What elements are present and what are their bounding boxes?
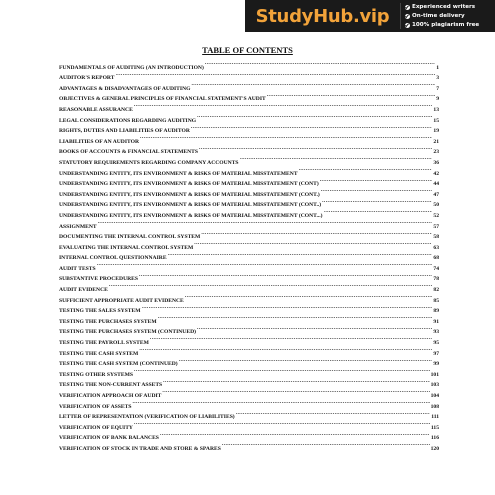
table-of-contents bbox=[59, 58, 439, 450]
feature-item bbox=[405, 12, 495, 20]
dot-leader bbox=[299, 164, 433, 175]
toc-entry-title: OBJECTIVES & GENERAL PRINCIPLES OF FINANCIAL STATEMENT'S AUDIT bbox=[59, 96, 266, 103]
toc-entry-page-number: 120 bbox=[430, 445, 439, 452]
toc-entry-title: DOCUMENTING THE INTERNAL CONTROL SYSTEM bbox=[59, 234, 201, 241]
toc-entry-page-number: 52 bbox=[433, 212, 439, 219]
toc-entry-title: LETTER OF REPRESENTATION (VERIFICATION OF LIABILITIES) bbox=[59, 414, 235, 421]
toc-entry-title: AUDIT EVIDENCE bbox=[59, 287, 108, 294]
dot-leader bbox=[185, 291, 433, 302]
toc-entry-page-number: 85 bbox=[433, 297, 439, 304]
toc-entry-page-number: 57 bbox=[433, 223, 439, 230]
toc-entry-title: EVALUATING THE INTERNAL CONTROL SYSTEM bbox=[59, 244, 194, 251]
dot-leader bbox=[236, 408, 431, 419]
toc-entry-page-number: 108 bbox=[430, 403, 439, 410]
toc-entry-title: TESTING OTHER SYSTEMS bbox=[59, 371, 133, 378]
toc-entry-title: VERIFICATION OF ASSETS bbox=[59, 403, 132, 410]
toc-entry-page-number: 7 bbox=[436, 85, 439, 92]
toc-entry-title: UNDERSTANDING ENTITY, ITS ENVIRONMENT & RISKS OF MATERIAL MISSTATEMENT (CONT.) bbox=[59, 191, 320, 198]
toc-entry-title: RIGHTS, DUTIES AND LIABILITIES OF AUDITOR bbox=[59, 128, 190, 135]
dot-leader bbox=[197, 323, 432, 334]
toc-entry-page-number: 21 bbox=[433, 138, 439, 145]
toc-entry-page-number: 78 bbox=[433, 276, 439, 283]
toc-entry-page-number: 111 bbox=[431, 414, 439, 421]
toc-entry-page-number: 36 bbox=[433, 159, 439, 166]
dot-leader bbox=[150, 333, 433, 344]
dot-leader bbox=[163, 376, 429, 387]
dot-leader bbox=[109, 280, 433, 291]
toc-entry-title: UNDERSTANDING ENTITY, ITS ENVIRONMENT & RISKS OF MATERIAL MISSTATEMENT (CONT) bbox=[59, 181, 319, 188]
dot-leader bbox=[179, 355, 433, 366]
toc-heading: TABLE OF CONTENTS bbox=[202, 45, 293, 55]
dot-leader bbox=[116, 69, 436, 80]
dot-leader bbox=[97, 259, 433, 270]
toc-entry-title: ASSIGNMENT bbox=[59, 223, 97, 230]
dot-leader bbox=[140, 132, 432, 143]
toc-entry-page-number: 116 bbox=[430, 435, 439, 442]
toc-entry-title: AUDITOR'S REPORT bbox=[59, 75, 115, 82]
toc-entry-page-number: 9 bbox=[436, 96, 439, 103]
toc-entry-page-number: 89 bbox=[433, 308, 439, 315]
toc-entry-title: TESTING THE PAYROLL SYSTEM bbox=[59, 340, 149, 347]
dot-leader bbox=[194, 238, 432, 249]
toc-entry-page-number: 47 bbox=[433, 191, 439, 198]
toc-entry-title: ADVANTAGES & DISADVANTAGES OF AUDITING bbox=[59, 85, 191, 92]
toc-entry-page-number: 63 bbox=[433, 244, 439, 251]
toc-entry-title: INTERNAL CONTROL QUESTIONNAIRE bbox=[59, 255, 167, 262]
toc-entry-page-number: 1 bbox=[436, 64, 439, 71]
dot-leader bbox=[98, 217, 433, 228]
toc-entry-title: VERIFICATION APPROACH OF AUDIT bbox=[59, 393, 162, 399]
dot-leader bbox=[201, 228, 432, 239]
toc-entry-title: VERIFICATION OF EQUITY bbox=[59, 424, 133, 431]
feature-item bbox=[405, 21, 495, 29]
toc-entry-title: VERIFICATION OF STOCK IN TRADE AND STORE & SPARES bbox=[59, 445, 221, 452]
toc-entry-title: AUDIT TESTS bbox=[59, 265, 96, 272]
dot-leader bbox=[134, 365, 430, 376]
dot-leader bbox=[321, 185, 433, 196]
dot-leader bbox=[191, 122, 433, 133]
dot-leader bbox=[162, 386, 429, 397]
dot-leader bbox=[134, 418, 430, 429]
toc-entry-page-number: 99 bbox=[433, 361, 439, 368]
dot-leader bbox=[320, 175, 433, 186]
feature-label: On-time delivery bbox=[412, 13, 465, 19]
toc-entry[interactable] bbox=[59, 291, 439, 302]
dot-leader bbox=[158, 312, 433, 323]
dot-leader bbox=[191, 79, 435, 90]
dot-leader bbox=[205, 58, 435, 69]
brand-logo: StudyHub.vip bbox=[255, 5, 390, 27]
dot-leader bbox=[132, 397, 429, 408]
dot-leader bbox=[139, 344, 432, 355]
toc-entry-page-number: 13 bbox=[433, 106, 439, 113]
toc-entry-page-number: 115 bbox=[430, 424, 439, 431]
dot-leader bbox=[197, 111, 432, 122]
toc-entry-title: VERIFICATION OF BANK BALANCES bbox=[59, 435, 159, 442]
dot-leader bbox=[134, 100, 433, 111]
toc-entry[interactable] bbox=[59, 69, 439, 80]
toc-entry-page-number: 50 bbox=[433, 202, 439, 209]
toc-entry-page-number: 23 bbox=[433, 149, 439, 156]
dot-leader bbox=[324, 206, 433, 217]
dot-leader bbox=[168, 249, 433, 260]
dot-leader bbox=[199, 143, 432, 154]
toc-entry-title: TESTING THE PURCHASES SYSTEM (CONTINUED) bbox=[59, 329, 196, 336]
toc-entry[interactable] bbox=[59, 79, 439, 90]
toc-entry-page-number: 58 bbox=[433, 234, 439, 241]
toc-entry-title: TESTING THE PURCHASES SYSTEM bbox=[59, 318, 157, 325]
dot-leader bbox=[267, 90, 435, 101]
toc-entry-page-number: 3 bbox=[436, 75, 439, 82]
check-icon bbox=[405, 14, 410, 19]
dot-leader bbox=[142, 302, 433, 313]
toc-entry-page-number: 19 bbox=[433, 128, 439, 135]
toc-entry-title: TESTING THE NON-CURRENT ASSETS bbox=[59, 382, 163, 389]
dot-leader bbox=[222, 439, 430, 450]
dot-leader bbox=[139, 270, 432, 281]
feature-item bbox=[405, 3, 495, 11]
toc-entry-title: STATUTORY REQUIREMENTS REGARDING COMPANY ACCOUNTS bbox=[59, 159, 239, 166]
toc-entry-title: FUNDAMENTALS OF AUDITING (AN INTRODUCTION) bbox=[59, 64, 204, 71]
check-icon bbox=[405, 23, 410, 28]
feature-label: Experienced writers bbox=[412, 4, 476, 10]
toc-entry-page-number: 68 bbox=[433, 255, 439, 262]
dot-leader bbox=[322, 196, 432, 207]
toc-entry-page-number: 101 bbox=[430, 371, 439, 378]
toc-entry-title: SUBSTANTIVE PROCEDURES bbox=[59, 276, 139, 283]
toc-entry-page-number: 104 bbox=[430, 393, 439, 399]
toc-entry-title: UNDERSTANDING ENTITY, ITS ENVIRONMENT & RISKS OF MATERIAL MISSTATEMENT (CONT..) bbox=[59, 202, 322, 209]
toc-entry-title: BOOKS OF ACCOUNTS & FINANCIAL STATEMENTS bbox=[59, 149, 198, 156]
toc-entry-title: REASONABLE ASSURANCE bbox=[59, 106, 133, 113]
feature-label: 100% plagiarism free bbox=[412, 22, 480, 28]
toc-entry-page-number: 97 bbox=[433, 350, 439, 357]
check-icon bbox=[405, 5, 410, 10]
toc-entry[interactable] bbox=[59, 280, 439, 294]
toc-entry-title: TESTING THE SALES SYSTEM bbox=[59, 308, 141, 315]
toc-entry-title: TESTING THE CASH SYSTEM (CONTINUED) bbox=[59, 361, 178, 368]
feature-list bbox=[401, 3, 495, 29]
toc-entry-title: LEGAL CONSIDERATIONS REGARDING AUDITING bbox=[59, 117, 197, 124]
toc-entry-page-number: 93 bbox=[433, 329, 439, 336]
toc-entry-title: TESTING THE CASH SYSTEM bbox=[59, 350, 139, 357]
dot-leader bbox=[160, 429, 430, 440]
toc-entry[interactable] bbox=[59, 58, 439, 69]
toc-entry-title: UNDERSTANDING ENTITY, ITS ENVIRONMENT & RISKS OF MATERIAL MISSTATEMENT (CONT...) bbox=[59, 212, 323, 219]
toc-entry-page-number: 103 bbox=[430, 382, 439, 389]
toc-entry[interactable] bbox=[59, 228, 439, 239]
toc-entry[interactable] bbox=[59, 217, 439, 228]
toc-entry-title: SUFFICIENT APPROPRIATE AUDIT EVIDENCE bbox=[59, 297, 184, 304]
toc-entry-title: LIABILITIES OF AN AUDITOR bbox=[59, 138, 140, 145]
toc-entry-page-number: 91 bbox=[433, 318, 439, 325]
toc-entry[interactable] bbox=[59, 270, 439, 281]
toc-entry[interactable] bbox=[59, 259, 439, 270]
dot-leader bbox=[240, 153, 433, 164]
toc-entry-page-number: 82 bbox=[433, 287, 439, 294]
toc-entry-page-number: 74 bbox=[433, 265, 439, 272]
toc-entry-page-number: 15 bbox=[433, 117, 439, 124]
studyhub-watermark-banner bbox=[245, 0, 495, 32]
toc-entry-title: UNDERSTANDING ENTITY, ITS ENVIRONMENT & RISKS OF MATERIAL MISSTATEMENT bbox=[59, 170, 298, 177]
toc-entry-page-number: 42 bbox=[433, 170, 439, 177]
toc-entry-page-number: 95 bbox=[433, 340, 439, 347]
toc-entry-page-number: 44 bbox=[433, 181, 439, 188]
